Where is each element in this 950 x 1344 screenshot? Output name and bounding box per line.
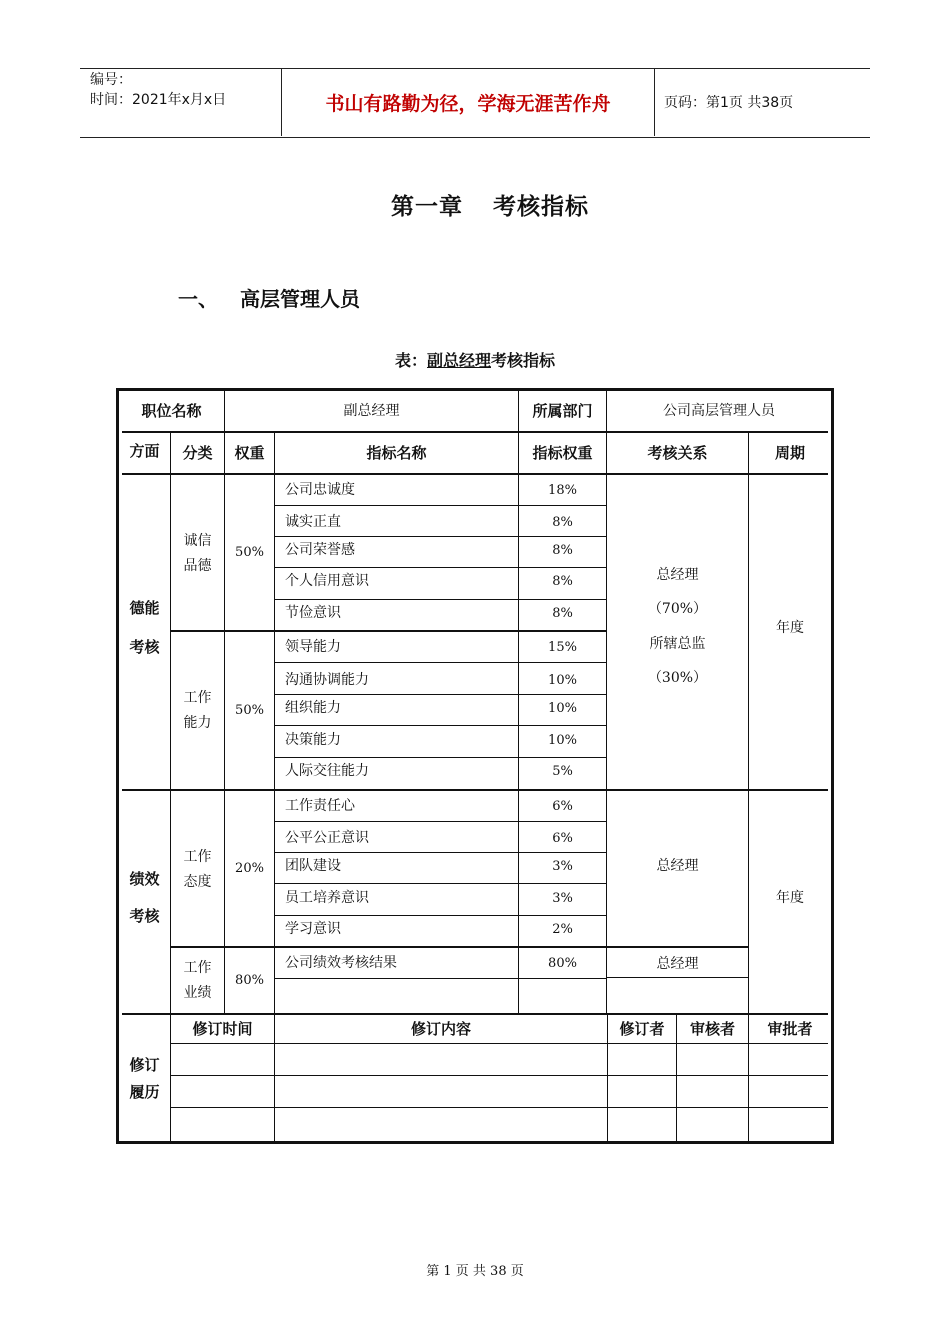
category-label: 工作 bbox=[183, 690, 212, 706]
aspect-label: 考核 bbox=[129, 637, 160, 656]
indicator-weight: 8% bbox=[552, 605, 573, 621]
table-rule bbox=[170, 1075, 828, 1076]
header-page-label: 页码：第1页 共38页 bbox=[664, 95, 794, 111]
table-rule bbox=[748, 433, 749, 1013]
indicator-name: 公司荣誉感 bbox=[285, 541, 355, 558]
section-title: 高层管理人员 bbox=[240, 287, 360, 311]
indicator-weight: 8% bbox=[552, 514, 573, 530]
table-border bbox=[831, 388, 834, 1144]
page-footer: 第 1 页 共 38 页 bbox=[426, 1264, 524, 1279]
indicator-name: 公平公正意识 bbox=[285, 829, 369, 846]
caption-position: 副总经理 bbox=[426, 351, 491, 370]
indicator-name: 决策能力 bbox=[285, 731, 341, 748]
category-label: 业绩 bbox=[183, 985, 212, 1001]
indicator-weight: 10% bbox=[548, 732, 577, 748]
table-rule bbox=[274, 821, 606, 822]
category-label: 态度 bbox=[183, 874, 212, 890]
department-value: 公司高层管理人员 bbox=[663, 402, 775, 419]
category-weight: 80% bbox=[235, 973, 264, 988]
aspect-label: 考核 bbox=[129, 906, 160, 925]
column-header-aspect: 方面 bbox=[129, 441, 160, 460]
category-label: 工作 bbox=[183, 960, 212, 976]
document-time-label: 时间：2021年x月x日 bbox=[90, 92, 227, 108]
column-header-category: 分类 bbox=[182, 443, 213, 462]
chapter-title: 考核指标 bbox=[493, 194, 589, 220]
table-rule bbox=[606, 433, 607, 1013]
column-header-indicator-weight: 指标权重 bbox=[532, 443, 593, 462]
indicator-weight: 8% bbox=[552, 573, 573, 589]
aspect-label: 德能 bbox=[129, 598, 160, 617]
indicator-weight: 18% bbox=[548, 482, 577, 498]
table-rule bbox=[170, 1043, 828, 1044]
chapter-number: 第一章 bbox=[391, 194, 463, 220]
position-label: 职位名称 bbox=[141, 401, 202, 420]
column-header-indicator: 指标名称 bbox=[366, 443, 427, 462]
indicator-name: 团队建设 bbox=[285, 857, 341, 874]
indicator-weight: 10% bbox=[548, 700, 577, 716]
indicator-weight: 6% bbox=[552, 798, 573, 814]
revision-label: 修订 bbox=[129, 1055, 160, 1074]
indicator-weight: 6% bbox=[552, 830, 573, 846]
indicator-name: 诚实正直 bbox=[285, 513, 341, 530]
revision-header-time: 修订时间 bbox=[192, 1019, 253, 1038]
indicator-name: 公司忠诚度 bbox=[285, 481, 355, 498]
category-label: 诚信 bbox=[183, 533, 212, 549]
category-label: 工作 bbox=[183, 849, 212, 865]
indicator-weight: 15% bbox=[548, 639, 577, 655]
period-value: 年度 bbox=[776, 619, 804, 636]
column-header-weight: 权重 bbox=[234, 443, 265, 462]
category-weight: 50% bbox=[235, 703, 264, 718]
indicator-weight: 3% bbox=[552, 890, 573, 906]
indicator-name: 工作责任心 bbox=[285, 797, 355, 814]
indicator-weight: 3% bbox=[552, 858, 573, 874]
indicator-weight: 80% bbox=[548, 955, 577, 971]
indicator-name: 节俭意识 bbox=[285, 604, 341, 621]
table-rule bbox=[274, 505, 606, 506]
indicator-name: 沟通协调能力 bbox=[285, 671, 369, 688]
relation-text: 所辖总监 bbox=[649, 636, 706, 652]
column-header-period: 周期 bbox=[774, 443, 805, 462]
indicator-weight: 10% bbox=[548, 672, 577, 688]
table-border bbox=[116, 1141, 834, 1144]
indicator-name: 领导能力 bbox=[285, 638, 341, 655]
table-border bbox=[116, 388, 119, 1144]
indicator-name: 员工培养意识 bbox=[285, 889, 369, 906]
section-number: 一、 bbox=[178, 287, 218, 311]
indicator-weight: 5% bbox=[552, 763, 573, 779]
revision-label: 履历 bbox=[129, 1082, 160, 1101]
header-motto: 书山有路勤为径，学海无涯苦作舟 bbox=[325, 92, 611, 115]
category-weight: 20% bbox=[235, 861, 264, 876]
relation-text: （30%） bbox=[647, 670, 708, 686]
revision-header-content: 修订内容 bbox=[410, 1019, 471, 1038]
category-label: 能力 bbox=[183, 715, 212, 731]
department-label: 所属部门 bbox=[532, 401, 593, 420]
caption-suffix: 考核指标 bbox=[491, 351, 556, 370]
relation-text: 总经理 bbox=[656, 955, 699, 972]
aspect-label: 绩效 bbox=[129, 869, 160, 888]
indicator-weight: 8% bbox=[552, 542, 573, 558]
position-value: 副总经理 bbox=[343, 402, 400, 419]
relation-text: （70%） bbox=[647, 601, 708, 617]
relation-text: 总经理 bbox=[656, 857, 699, 874]
document-number-label: 编号： bbox=[90, 72, 132, 88]
indicator-weight: 2% bbox=[552, 921, 573, 937]
revision-header-approver: 审批者 bbox=[767, 1019, 813, 1038]
table-rule bbox=[274, 978, 606, 979]
revision-header-reviewer: 审核者 bbox=[689, 1019, 735, 1038]
category-weight: 50% bbox=[235, 545, 264, 560]
revision-header-reviser: 修订者 bbox=[619, 1019, 665, 1038]
period-value: 年度 bbox=[776, 889, 804, 906]
table-rule bbox=[170, 1107, 828, 1108]
indicator-name: 学习意识 bbox=[285, 920, 341, 937]
table-rule bbox=[274, 662, 606, 663]
indicator-name: 公司绩效考核结果 bbox=[285, 954, 397, 971]
indicator-name: 个人信用意识 bbox=[285, 572, 369, 589]
indicator-name: 人际交往能力 bbox=[285, 762, 369, 779]
column-header-relation: 考核关系 bbox=[647, 443, 708, 462]
relation-text: 总经理 bbox=[656, 567, 699, 583]
indicator-name: 组织能力 bbox=[285, 699, 341, 716]
caption-prefix: 表： bbox=[394, 351, 427, 370]
category-label: 品德 bbox=[183, 558, 212, 574]
